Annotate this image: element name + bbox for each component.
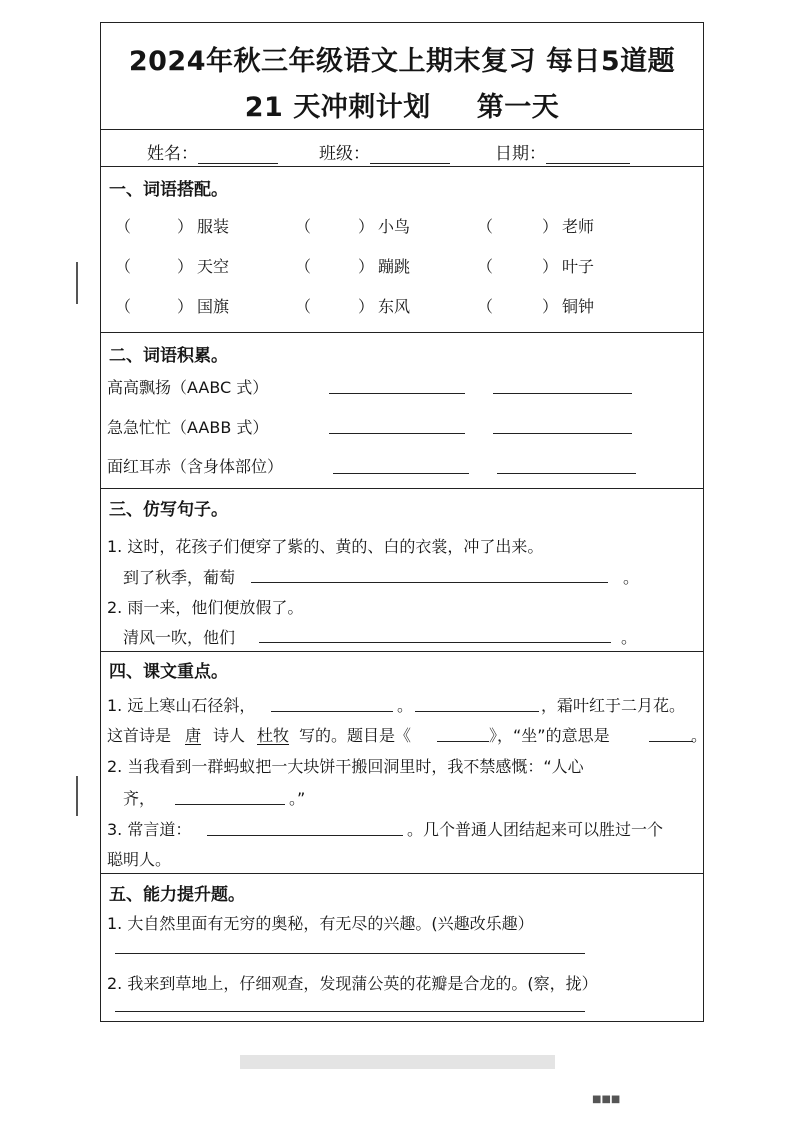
word: 国旗 xyxy=(197,297,230,316)
answer-line[interactable] xyxy=(175,804,285,805)
end-mark: 。 xyxy=(621,628,638,647)
poem-info-b: 诗人 xyxy=(213,726,246,745)
word: 铜钟 xyxy=(562,297,595,316)
answer-line[interactable] xyxy=(115,1011,585,1012)
word: 蹦跳 xyxy=(378,257,411,276)
section-2-title: 二、词语积累。 xyxy=(109,346,228,366)
section-1-title: 一、词语搭配。 xyxy=(109,180,228,200)
question-text: 齐， xyxy=(123,789,156,808)
word: 服装 xyxy=(197,217,230,236)
question-text: 2. 当我看到一群蚂蚁把一大块饼干搬回洞里时，我不禁感慨：“人心 xyxy=(107,757,584,776)
worksheet-title: 2024年秋三年级语文上期末复习 每日5道题 xyxy=(128,46,676,77)
name-blank[interactable] xyxy=(198,145,278,164)
name-field[interactable] xyxy=(147,139,278,164)
paren-close: ） xyxy=(358,217,375,236)
answer-line[interactable] xyxy=(493,393,632,394)
date-blank[interactable] xyxy=(546,145,630,164)
plan-label: 21 天冲刺计划 xyxy=(244,92,431,123)
answer-line[interactable] xyxy=(437,741,489,742)
punctuation: 。 xyxy=(397,696,414,715)
poem-info-d: 》，“坐”的意思是 xyxy=(489,726,610,745)
poem-info-c: 写的。题目是《 xyxy=(299,726,412,745)
answer-line[interactable] xyxy=(329,433,465,434)
blurred-footer xyxy=(240,1055,555,1069)
paren-open: （ xyxy=(477,257,494,276)
poem-line-a: 1. 远上寒山石径斜， xyxy=(107,696,256,715)
class-blank[interactable] xyxy=(370,145,450,164)
date-field[interactable] xyxy=(495,139,630,164)
word: 天空 xyxy=(197,257,230,276)
paren-close: ） xyxy=(177,257,194,276)
name-label: 姓名： xyxy=(147,144,198,164)
question-text: 1. 这时，花孩子们便穿了紫的、黄的、白的衣裳，冲了出来。 xyxy=(107,537,544,556)
question-text: 2. 雨一来，他们便放假了。 xyxy=(107,598,304,617)
word: 东风 xyxy=(378,297,411,316)
paren-close: ） xyxy=(358,297,375,316)
answer-line[interactable] xyxy=(333,473,469,474)
end-mark: 。 xyxy=(691,726,708,745)
divider xyxy=(101,873,703,874)
day-label: 第一天 xyxy=(476,92,560,123)
phrase-prompt: 高高飘扬（AABC 式） xyxy=(107,378,269,397)
answer-line[interactable] xyxy=(259,642,611,643)
divider xyxy=(101,651,703,652)
class-field[interactable] xyxy=(319,139,450,164)
paren-open: （ xyxy=(115,297,132,316)
question-prompt: 到了秋季，葡萄 xyxy=(123,568,236,587)
phrase-prompt: 面红耳赤（含身体部位） xyxy=(107,457,284,476)
binding-mark xyxy=(76,262,78,304)
paren-close: ） xyxy=(177,217,194,236)
answer-line[interactable] xyxy=(329,393,465,394)
answer-line[interactable] xyxy=(493,433,632,434)
paren-close: ） xyxy=(542,297,559,316)
answer-line[interactable] xyxy=(271,711,393,712)
divider xyxy=(101,129,703,130)
paren-open: （ xyxy=(477,217,494,236)
poem-info-a: 这首诗是 xyxy=(107,726,172,745)
phrase-prompt: 急急忙忙（AABB 式） xyxy=(107,418,269,437)
answer-line[interactable] xyxy=(497,473,636,474)
section-4-title: 四、课文重点。 xyxy=(109,662,228,682)
paren-open: （ xyxy=(295,257,312,276)
question-text: 聪明人。 xyxy=(107,850,172,869)
word: 小鸟 xyxy=(378,217,411,236)
section-3-title: 三、仿写句子。 xyxy=(109,500,228,520)
answer-line[interactable] xyxy=(251,582,608,583)
answer-line[interactable] xyxy=(207,835,403,836)
footer-logo: ■■■ xyxy=(592,1094,621,1105)
paren-close: ） xyxy=(542,217,559,236)
question-text: 3. 常言道： xyxy=(107,820,192,839)
paren-open: （ xyxy=(477,297,494,316)
question-text: 。几个普通人团结起来可以胜过一个 xyxy=(407,820,664,839)
paren-close: ） xyxy=(542,257,559,276)
paren-close: ） xyxy=(358,257,375,276)
answer-line[interactable] xyxy=(415,711,539,712)
divider xyxy=(101,166,703,167)
question-prompt: 清风一吹，他们 xyxy=(123,628,236,647)
answer-line[interactable] xyxy=(649,741,693,742)
worksheet xyxy=(100,22,708,1022)
paren-close: ） xyxy=(177,297,194,316)
poet-answer: 杜牧 xyxy=(257,726,290,745)
worksheet-subtitle xyxy=(101,85,703,124)
dynasty-answer: 唐 xyxy=(185,726,202,745)
paren-open: （ xyxy=(115,257,132,276)
word: 叶子 xyxy=(562,257,595,276)
paren-open: （ xyxy=(295,217,312,236)
end-mark: 。” xyxy=(289,789,306,808)
date-label: 日期： xyxy=(495,144,546,164)
end-mark: 。 xyxy=(623,568,640,587)
divider xyxy=(101,332,703,333)
paren-open: （ xyxy=(295,297,312,316)
question-text: 2. 我来到草地上，仔细观查，发现蒲公英的花瓣是合龙的。(察，拢） xyxy=(107,974,598,993)
question-text: 1. 大自然里面有无穷的奥秘，有无尽的兴趣。(兴趣改乐趣） xyxy=(107,914,534,933)
class-label: 班级： xyxy=(319,144,370,164)
divider xyxy=(101,488,703,489)
section-5-title: 五、能力提升题。 xyxy=(109,885,245,905)
answer-line[interactable] xyxy=(115,953,585,954)
word: 老师 xyxy=(562,217,595,236)
binding-mark xyxy=(76,776,78,816)
poem-line-b: ，霜叶红于二月花。 xyxy=(541,696,686,715)
paren-open: （ xyxy=(115,217,132,236)
